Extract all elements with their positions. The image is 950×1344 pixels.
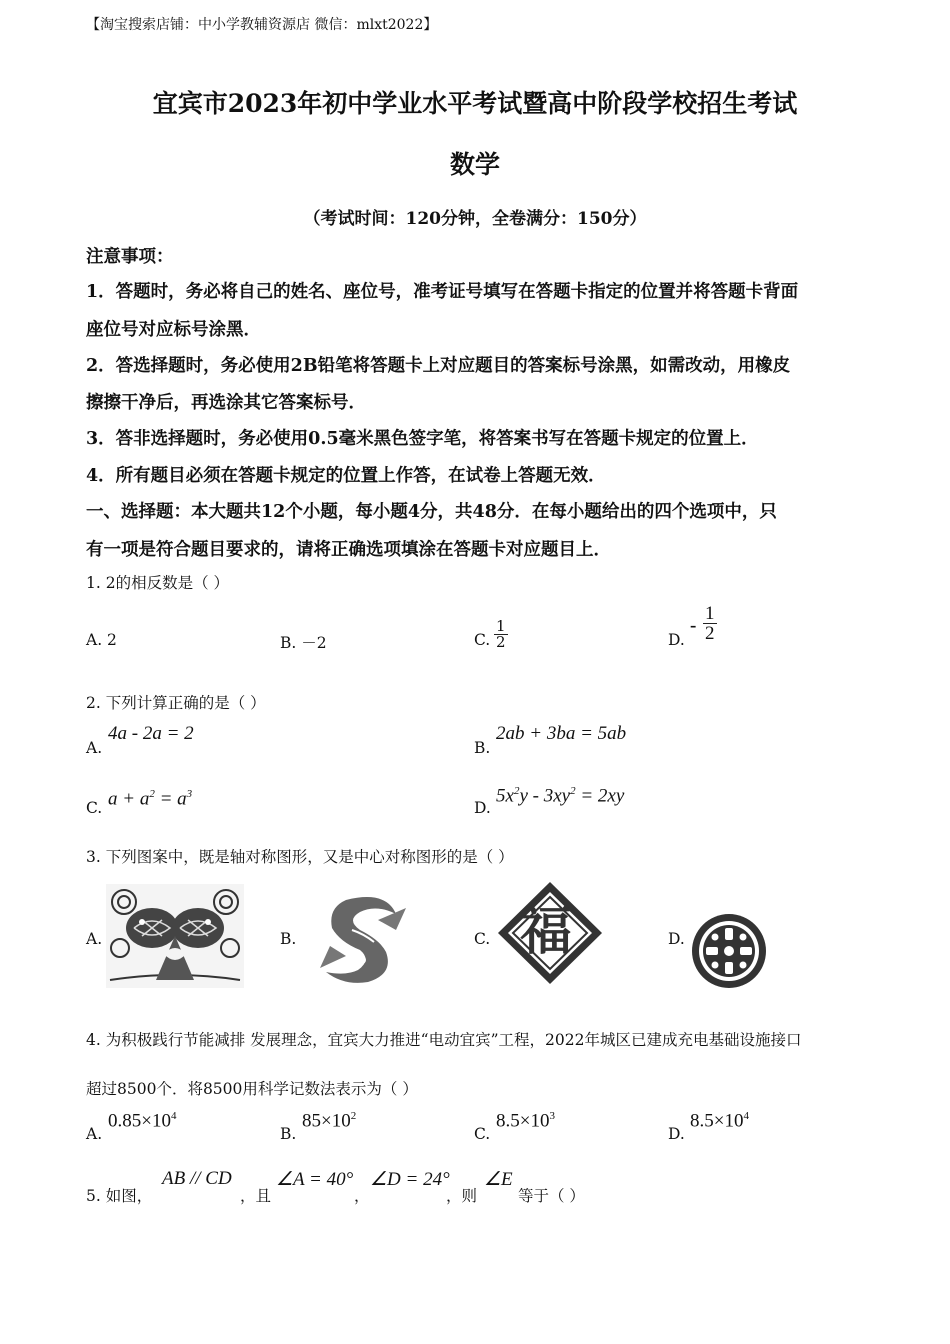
q2-option-b-label: B. [474,739,491,757]
q5-parallel-expr: AB // CD [162,1168,232,1189]
q4-option-b-label: B. [280,1125,297,1143]
note-line: 1．答题时，务必将自己的姓名、座位号，准考证号填写在答题卡指定的位置并将答题卡背面 [86,282,799,302]
q2-option-a-label: A. [86,739,103,757]
fu-character: 福 [520,902,573,962]
q1-stem: 1. 2的相反数是（ ） [86,574,230,592]
subject-title: 数学 [449,150,500,179]
q3-option-b-label: B. [280,930,297,948]
exam-info: （考试时间：120分钟，全卷满分：150分） [303,209,647,229]
q1-option-c-fraction: $\frac{1}{2}$ [496,617,506,651]
q3-option-a-label: A. [86,930,103,948]
q3-option-d-label: D. [668,930,685,948]
exam-title: 宜宾市2023年初中学业水平考试暨高中阶段学校招生考试 [152,89,798,118]
swirl-papercut-image [316,890,410,986]
note-line: 座位号对应标号涂黑． [86,320,261,340]
q4-option-b-expr: $85\times 10^2$ [302,1110,357,1132]
q1-option-d-sign: - [690,615,697,636]
q1-option-d-label: D. [668,631,685,649]
q1-option-b: B. －2 [280,634,327,652]
q4-option-d-expr: $8.5\times 10^4$ [690,1110,749,1132]
q5-sep: ，且 [240,1187,272,1205]
q4-option-d-label: D. [668,1125,685,1143]
q5-suffix: 等于（ ） [518,1187,585,1205]
q2-option-d-label: D. [474,799,491,817]
q4-option-a-label: A. [86,1125,103,1143]
q4-stem-line2: 超过8500个．将8500用科学记数法表示为（ ） [86,1080,418,1098]
note-line: 3．答非选择题时，务必使用0.5毫米黑色签字笔，将答案书写在答题卡规定的位置上． [86,429,759,449]
q1-option-d-fraction: $\frac{1}{2}$ [705,603,715,644]
q4-option-a-expr: $0.85\times 10^4$ [108,1110,177,1132]
q5-angle-d-expr: ∠D = 24° [370,1169,450,1190]
q5-angle-a-expr: ∠A = 40° [276,1169,354,1190]
q1-option-c-label: C. [474,631,491,649]
q3-option-c-label: C. [474,930,491,948]
round-medallion-papercut-image [690,912,768,990]
q4-option-c-label: C. [474,1125,491,1143]
twin-fish-papercut-image [106,884,244,988]
note-line: 2．答选择题时，务必使用2B铅笔将答题卡上对应题目的答案标号涂黑，如需改动，用橡皮 [86,356,791,376]
q3-stem: 3. 下列图案中，既是轴对称图形，又是中心对称图形的是（ ） [86,848,514,866]
note-line: 擦擦干净后，再选涂其它答案标号． [86,393,366,413]
q2-option-c-label: C. [86,799,103,817]
q5-angle-e-expr: ∠E [484,1169,513,1190]
q5-sep: ， [354,1187,370,1205]
note-line: 4．所有题目必须在答题卡规定的位置上作答，在试卷上答题无效． [86,466,606,486]
section-heading: 一、选择题：本大题共12个小题，每小题4分，共48分．在每小题给出的四个选项中，只 [86,502,777,522]
q4-stem-line1: 4. 为积极践行节能减排 发展理念，宜宾大力推进“电动宜宾”工程，2022年城区已建成充电基础设施接口 [86,1031,802,1049]
q1-option-a: A. 2 [86,631,117,649]
q2-option-d-expr: $5x^2y - 3xy^2 = 2xy$ [496,785,625,807]
q5-prefix: 5. 如图， [86,1187,153,1205]
section-heading: 有一项是符合题目要求的，请将正确选项填涂在答题卡对应题目上． [86,540,611,560]
q2-option-a-expr: 4a - 2a = 2 [108,723,194,744]
page-header: 【淘宝搜索店铺：中小学教辅资源店 微信：mlxt2022】 [86,17,438,33]
q2-option-b-expr: 2ab + 3ba = 5ab [496,723,627,744]
q4-option-c-expr: $8.5\times 10^3$ [496,1110,555,1132]
notes-heading: 注意事项： [86,247,174,267]
q2-option-c-expr: $a + a^2 = a^3$ [108,788,193,810]
q5-sep: ，则 [446,1187,478,1205]
q2-stem: 2. 下列计算正确的是（ ） [86,694,266,712]
